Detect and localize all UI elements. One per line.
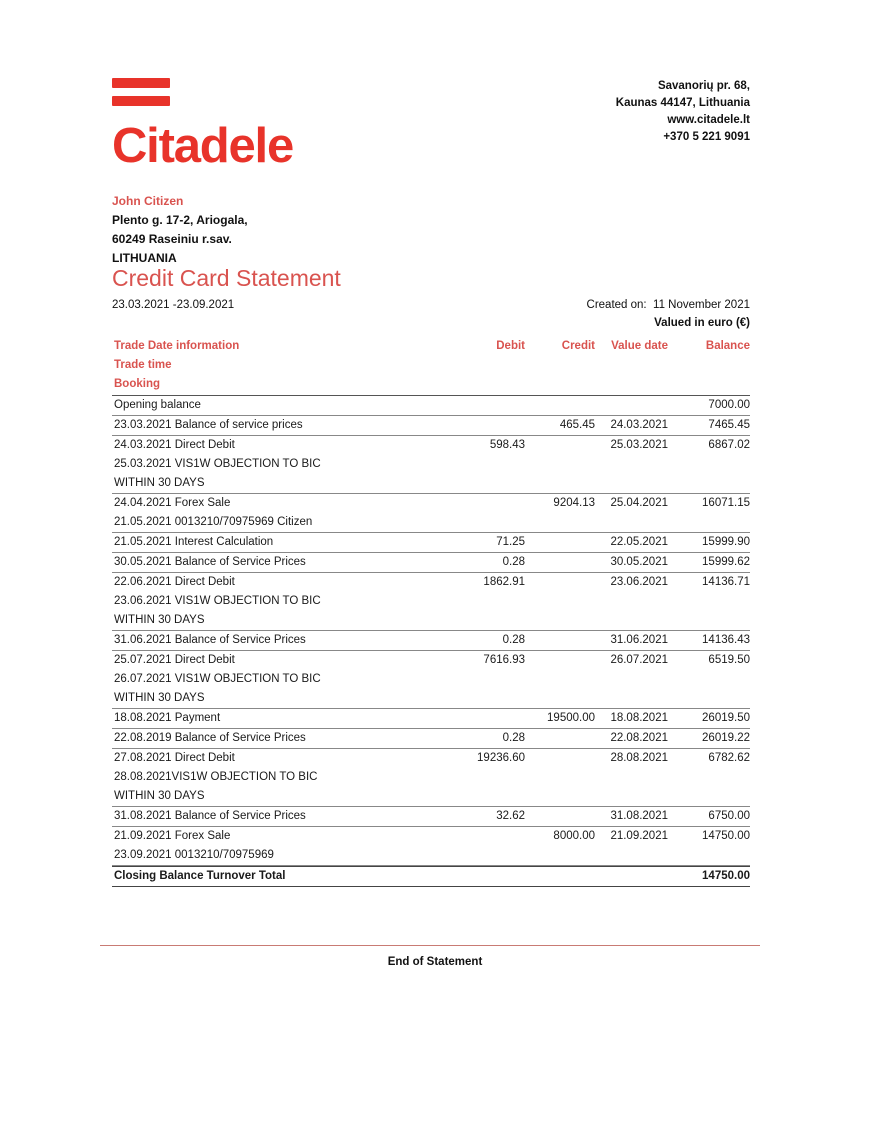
transaction-credit: 19500.00 — [547, 712, 595, 724]
transaction-row — [112, 436, 750, 455]
transaction-description: 24.04.2021 Forex Sale — [114, 497, 231, 509]
bank-address-line-1: Savanorių pr. 68, — [657, 80, 750, 92]
table-row — [112, 573, 750, 631]
transaction-row — [112, 573, 750, 592]
closing-balance-row — [112, 867, 750, 886]
transaction-debit: 19236.60 — [477, 752, 525, 764]
transactions-table — [112, 337, 750, 887]
transaction-balance: 7000.00 — [708, 399, 750, 411]
transaction-balance: 6519.50 — [708, 654, 750, 666]
transaction-row — [112, 553, 750, 572]
customer-name: John Citizen — [112, 194, 184, 208]
transaction-continuation-line: WITHIN 30 DAYS — [114, 692, 205, 704]
table-row — [112, 709, 750, 729]
transaction-balance: 15999.62 — [702, 556, 750, 568]
transaction-balance: 14136.43 — [702, 634, 750, 646]
customer-block — [112, 192, 248, 268]
bank-address-line-2: Kaunas 44147, Lithuania — [615, 97, 750, 109]
footer-label: End of Statement — [387, 956, 483, 968]
bank-name: Citadele — [112, 119, 294, 173]
created-on-label: Created on: — [586, 299, 647, 311]
transaction-description: 22.08.2019 Balance of Service Prices — [114, 732, 306, 744]
transaction-continuation-line: 25.03.2021 VIS1W OBJECTION TO BIC — [114, 458, 321, 470]
closing-balance-amount: 14750.00 — [702, 870, 750, 882]
transaction-row — [112, 416, 750, 435]
transaction-credit: 465.45 — [559, 419, 595, 431]
transaction-value-date: 24.03.2021 — [610, 419, 668, 431]
transaction-row — [112, 749, 750, 768]
logo-bar-top — [112, 78, 170, 88]
transaction-continuation-line: WITHIN 30 DAYS — [114, 614, 205, 626]
transaction-value-date: 18.08.2021 — [610, 712, 668, 724]
transaction-row — [112, 827, 750, 846]
transaction-balance: 6750.00 — [708, 810, 750, 822]
table-row — [112, 807, 750, 827]
transaction-value-date: 28.08.2021 — [610, 752, 668, 764]
transaction-description: 30.05.2021 Balance of Service Prices — [114, 556, 306, 568]
transaction-debit: 7616.93 — [483, 654, 525, 666]
table-row — [112, 651, 750, 709]
transaction-balance: 14750.00 — [702, 830, 750, 842]
table-row — [112, 749, 750, 807]
transaction-continuation-line: 23.06.2021 VIS1W OBJECTION TO BIC — [114, 595, 321, 607]
column-header-credit: Credit — [561, 340, 595, 352]
transaction-continuation-line: 21.05.2021 0013210/70975969 Citizen — [114, 516, 313, 528]
column-header-debit: Debit — [496, 340, 525, 352]
closing-balance-label: Closing Balance Turnover Total — [114, 870, 286, 882]
transaction-description: 31.08.2021 Balance of Service Prices — [114, 810, 306, 822]
transaction-value-date: 25.03.2021 — [610, 439, 668, 451]
table-header-row-2 — [112, 356, 750, 375]
transaction-row — [112, 651, 750, 670]
transaction-row — [112, 709, 750, 728]
transaction-balance: 6867.02 — [708, 439, 750, 451]
transaction-value-date: 31.06.2021 — [610, 634, 668, 646]
transaction-debit: 1862.91 — [483, 576, 525, 588]
document-header — [0, 0, 870, 185]
transaction-value-date: 23.06.2021 — [610, 576, 668, 588]
transaction-debit: 32.62 — [496, 810, 525, 822]
transaction-balance: 14136.71 — [702, 576, 750, 588]
table-row — [112, 553, 750, 573]
statement-period: 23.03.2021 -23.09.2021 — [112, 299, 235, 311]
transaction-description: 23.03.2021 Balance of service prices — [114, 419, 303, 431]
transaction-value-date: 26.07.2021 — [610, 654, 668, 666]
transaction-balance: 16071.15 — [702, 497, 750, 509]
closing-balance-section — [112, 866, 750, 887]
table-row — [112, 827, 750, 866]
transaction-debit: 71.25 — [496, 536, 525, 548]
transaction-value-date: 22.05.2021 — [610, 536, 668, 548]
transaction-description: 27.08.2021 Direct Debit — [114, 752, 235, 764]
transaction-balance: 15999.90 — [702, 536, 750, 548]
transaction-balance: 6782.62 — [708, 752, 750, 764]
transaction-debit: 0.28 — [502, 634, 525, 646]
transaction-value-date: 30.05.2021 — [610, 556, 668, 568]
column-header-balance: Balance — [705, 340, 750, 352]
transaction-continuation-line: WITHIN 30 DAYS — [114, 477, 205, 489]
table-row — [112, 729, 750, 749]
statement-meta — [112, 299, 750, 311]
citadele-bars-icon — [112, 78, 170, 106]
table-header — [112, 337, 750, 396]
column-header-description: Trade Date information — [114, 340, 240, 352]
transaction-row — [112, 807, 750, 826]
table-row — [112, 533, 750, 553]
transaction-row — [112, 631, 750, 650]
transaction-description: 31.06.2021 Balance of Service Prices — [114, 634, 306, 646]
transaction-description: 22.06.2021 Direct Debit — [114, 576, 235, 588]
transaction-description: 21.09.2021 Forex Sale — [114, 830, 231, 842]
transaction-debit: 0.28 — [502, 556, 525, 568]
transaction-row — [112, 494, 750, 513]
transaction-credit: 9204.13 — [553, 497, 595, 509]
transaction-description: 18.08.2021 Payment — [114, 712, 221, 724]
customer-address-line-2: 60249 Raseiniu r.sav. — [112, 232, 232, 246]
table-header-row-3 — [112, 375, 750, 394]
transaction-continuation-line: WITHIN 30 DAYS — [114, 790, 205, 802]
bank-website: www.citadele.lt — [667, 114, 750, 126]
transaction-balance: 26019.22 — [702, 732, 750, 744]
transaction-continuation-line: 23.09.2021 0013210/70975969 — [114, 849, 274, 861]
currency-note: Valued in euro (€) — [654, 317, 750, 329]
page-title: Credit Card Statement — [112, 265, 341, 291]
logo-bar-bottom — [112, 96, 170, 106]
transaction-balance: 26019.50 — [702, 712, 750, 724]
created-on-value: 11 November 2021 — [653, 299, 750, 311]
customer-country: LITHUANIA — [112, 251, 177, 265]
customer-address-line-1: Plento g. 17-2, Ariogala, — [112, 213, 248, 227]
transaction-row — [112, 396, 750, 415]
transaction-continuation-line: 28.08.2021VIS1W OBJECTION TO BIC — [114, 771, 318, 783]
table-body — [112, 396, 750, 866]
transaction-description: 24.03.2021 Direct Debit — [114, 439, 235, 451]
transaction-value-date: 31.08.2021 — [610, 810, 668, 822]
bank-logo — [112, 78, 293, 171]
transaction-description: 21.05.2021 Interest Calculation — [114, 536, 274, 548]
table-row — [112, 631, 750, 651]
column-header-trade-time: Trade time — [114, 359, 172, 371]
transaction-value-date: 22.08.2021 — [610, 732, 668, 744]
column-header-value-date: Value date — [611, 340, 668, 352]
column-header-booking: Booking — [114, 378, 160, 390]
transaction-value-date: 25.04.2021 — [610, 497, 668, 509]
table-row — [112, 436, 750, 494]
footer-divider — [100, 945, 760, 946]
table-row — [112, 416, 750, 436]
transaction-credit: 8000.00 — [553, 830, 595, 842]
transaction-balance: 7465.45 — [708, 419, 750, 431]
created-on — [587, 299, 750, 311]
transaction-description: 25.07.2021 Direct Debit — [114, 654, 235, 666]
table-row — [112, 494, 750, 533]
bank-phone: +370 5 221 9091 — [663, 131, 750, 143]
table-header-row-1 — [112, 337, 750, 356]
transaction-row — [112, 729, 750, 748]
transaction-debit: 598.43 — [489, 439, 525, 451]
table-row — [112, 396, 750, 416]
transaction-row — [112, 533, 750, 552]
bank-address-block — [616, 78, 750, 146]
transaction-debit: 0.28 — [502, 732, 525, 744]
transaction-value-date: 21.09.2021 — [610, 830, 668, 842]
transaction-continuation-line: 26.07.2021 VIS1W OBJECTION TO BIC — [114, 673, 321, 685]
transaction-description: Opening balance — [114, 399, 201, 411]
